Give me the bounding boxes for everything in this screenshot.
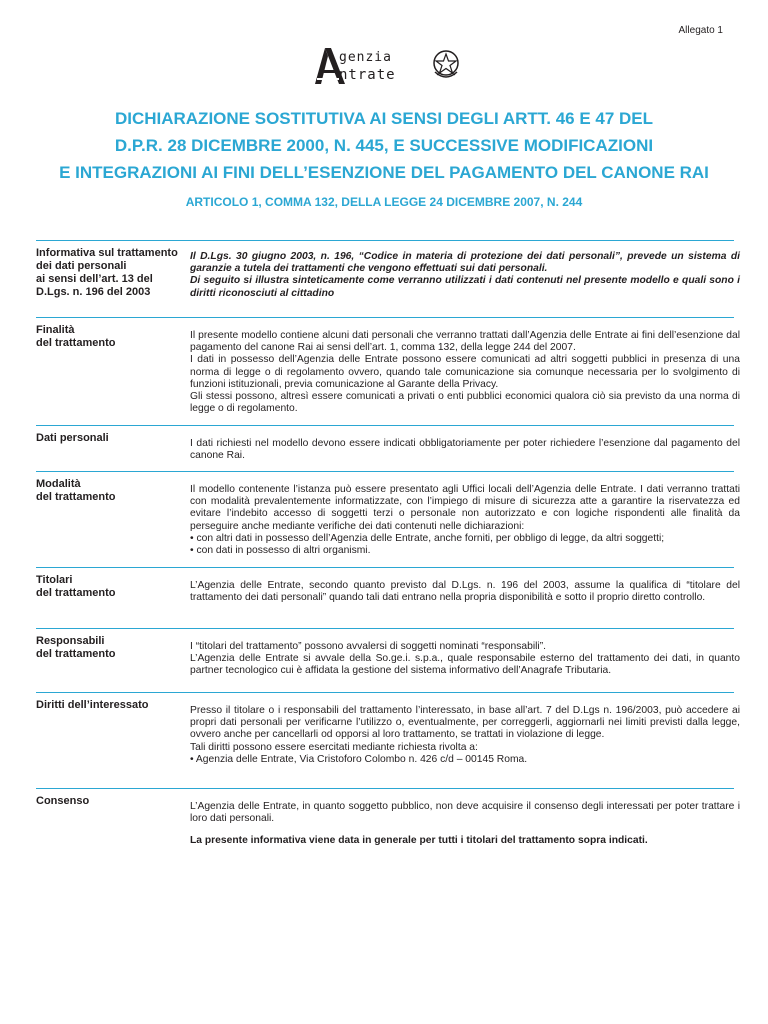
section-body: L’Agenzia delle Entrate, in quanto soggetto pubblico, non deve acquisire il consenso degli interessati per poter trattare i loro dati personali. La presente informativa viene data in generale per tutti i titolari del trattamento sopra indicati. — [190, 801, 740, 847]
section-consenso — [36, 788, 740, 847]
section-body: Il presente modello contiene alcuni dati personali che verranno trattati dall’Agenzia delle Entrate ai fini dell’esenzione dal pagamento del canone Rai ai sensi dell’art. 1, comma 132, della legge 244 del 2007. I dati in possesso dell’Agenzia delle Entrate possono essere comunicati ad altri soggetti pubblici in presenza di una norma di legge o di regolamento ovvero, quando tale comunicazione sia comunque necessaria per lo svolgimento di funzioni istituzionali, previa comunicazione al Garante della Privacy. Gli stessi possono, altresì essere comunicati a privati o enti pubblici economici qualora ciò sia previsto da una norma di legge o di regolamento. — [190, 330, 740, 415]
section-body: Presso il titolare o i responsabili del trattamento l’interessato, in base all’art. 7 del D.Lgs n. 196/2003, può accedere ai propri dati personali per verificarne l’utilizzo o, eventualmente, per correggerli, aggiornarli nei limiti previsti dalla legge, ovvero anche per cancellarli od opporsi al loro trattamento, se trattati in violazione di legge. Tali diritti possono essere esercitati mediante richiesta rivolta a: • Agenzia delle Entrate, Via Cristoforo Colombo n. 426 c/d – 00145 Roma. — [190, 705, 740, 765]
section-label: Titolari del trattamento — [36, 574, 116, 599]
section-dati-personali — [36, 425, 740, 462]
section-label: Informativa sul trattamento dei dati personali ai sensi dell’art. 13 del D.Lgs. n. 196 del 2003 — [36, 247, 178, 298]
section-label: Dati personali — [36, 432, 109, 444]
section-label: Modalità del trattamento — [36, 478, 116, 503]
logo-word-entrate: ntrate — [339, 67, 396, 83]
title-line-3: E INTEGRAZIONI AI FINI DELL’ESENZIONE DEL PAGAMENTO DEL CANONE RAI — [59, 163, 709, 182]
title-line-1: DICHIARAZIONE SOSTITUTIVA AI SENSI DEGLI ARTT. 46 E 47 DEL — [114, 109, 654, 128]
attachment-label: Allegato 1 — [678, 25, 723, 36]
section-label: Finalità del trattamento — [36, 324, 116, 349]
section-body: I dati richiesti nel modello devono essere indicati obbligatoriamente per poter richiedere l’esenzione dal pagamento del canone Rai. — [190, 438, 740, 462]
document-subtitle: ARTICOLO 1, COMMA 132, DELLA LEGGE 24 DICEMBRE 2007, N. 244 — [185, 195, 583, 209]
document-title — [0, 105, 768, 186]
section-body: Il D.Lgs. 30 giugno 2003, n. 196, “Codice in materia di protezione dei dati personali”, prevede un sistema di garanzie a tutela dei trattamenti che vengono effettuati sui dati personali. Di seguito si illustra sinteticamente come verranno utilizzati i dati contenuti nel presente modello e quali sono i diritti riconosciuti al cittadino — [190, 251, 740, 299]
section-informativa — [36, 240, 740, 299]
section-responsabili — [36, 628, 740, 677]
title-line-2: D.P.R. 28 DICEMBRE 2000, N. 445, E SUCCESSIVE MODIFICAZIONI — [114, 136, 654, 155]
section-label: Consenso — [36, 795, 90, 807]
section-body: Il modello contenente l’istanza può essere presentato agli Uffici locali dell’Agenzia delle Entrate. I dati verranno trattati con modalità prevalentemente informatizzate, con l’impiego di misure di sicurezza atte a garantire la riservatezza ed evitare l’indebito accesso di soggetti terzi o personale non autorizzato e con logiche rispondenti alle finalità da perseguire anche mediante verifiche dei dati contenuti nelle dichiarazioni: • con altri dati in possesso dell’Agenzia delle Entrate, anche forniti, per obbligo di legge, da altri soggetti; • con dati in possesso di altri organismi. — [190, 484, 740, 557]
section-label: Diritti dell’interessato — [36, 699, 149, 711]
logo-word-agenzia: genzia — [339, 50, 392, 65]
section-body: I “titolari del trattamento” possono avvalersi di soggetti nominati “responsabili”. L’Agenzia delle Entrate si avvale della So.ge.i. s.p.a., quale responsabile esterno del trattamento dei dati, in quanto partner tecnologico cui è affidata la gestione del sistema informativo dell’Anagrafe Tributaria. — [190, 641, 740, 677]
section-modalita — [36, 471, 740, 557]
section-finalita — [36, 317, 740, 415]
section-diritti — [36, 692, 740, 765]
section-label: Responsabili del trattamento — [36, 635, 116, 660]
agenzia-entrate-logo — [311, 44, 461, 92]
section-body: L’Agenzia delle Entrate, secondo quanto previsto dal D.Lgs. n. 196 del 2003, assume la qualifica di “titolare del trattamento dei dati personali” quando tali dati entrano nella propria disponibilità e sotto il proprio diretto controllo. — [190, 580, 740, 604]
republic-emblem-icon — [431, 48, 461, 82]
section-titolari — [36, 567, 740, 604]
